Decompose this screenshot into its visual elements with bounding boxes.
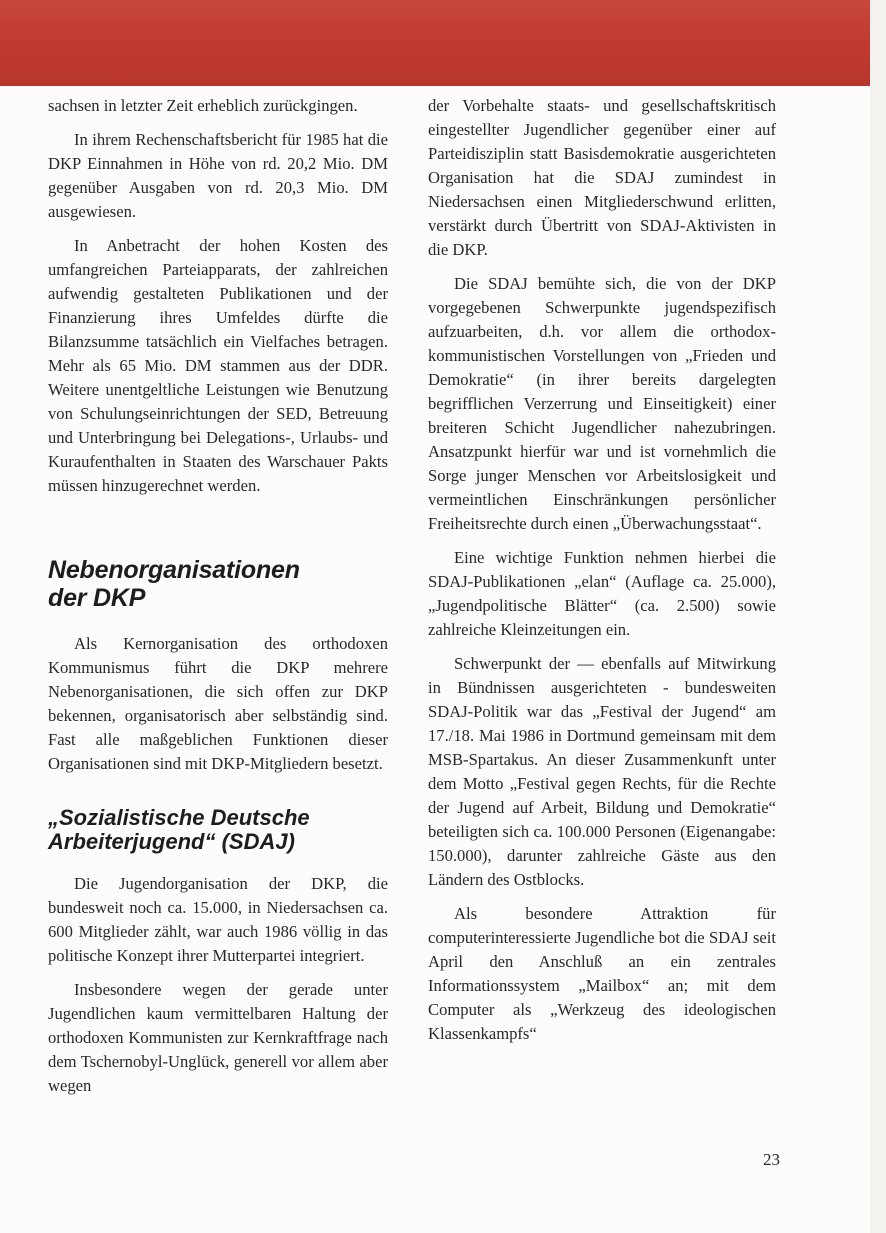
- left-paragraph-1: sachsen in letzter Zeit erheblich zurückgingen.: [48, 96, 358, 115]
- page-edge: [870, 0, 886, 1233]
- section-heading-sdaj: [48, 806, 388, 854]
- spacer: [48, 854, 388, 872]
- left-paragraph-2: In ihrem Rechenschaftsbericht für 1985 hat die DKP Einnahmen in Höhe von rd. 20,2 Mio. DM gegenüber Ausgaben von rd. 20,3 Mio. DM ausgewiesen.: [48, 130, 388, 221]
- right-paragraph-4: Schwerpunkt der — ebenfalls auf Mitwirkung in Bündnissen ausgerichteten - bundesweiten SDAJ-Politik war das „Festival der Jugend“ am 17./18. Mai 1986 in Dortmund gemeinsam mit dem MSB-Spartakus. An dieser Zusammenkunft unter dem Motto „Festival gegen Rechts, für die Rechte der Jugend auf Arbeit, Bildung und Demokratie“ beteiligten sich ca. 100.000 Personen (Eigenangabe: 150.000), darunter zahlreiche Gäste aus den Ländern des Ostblocks.: [428, 654, 776, 889]
- right-column: [428, 94, 776, 1056]
- section-heading-nebenorganisationen: [48, 556, 388, 612]
- right-paragraph-1: der Vorbehalte staats- und gesellschaftskritisch eingestellter Jugendlicher gegenüber einer auf Parteidisziplin statt Basisdemokratie ausgerichteten Organisation hat die SDAJ zumindest in Niedersachsen einen Mitgliederschwund erlitten, verstärkt durch Übertritt von SDAJ-Aktivisten in die DKP.: [428, 96, 776, 259]
- heading-line-2: der DKP: [48, 584, 146, 612]
- right-paragraph-2: Die SDAJ bemühte sich, die von der DKP vorgegebenen Schwerpunkte jugendspezifisch aufzuarbeiten, d.h. vor allem die orthodox-kommunistischen Vorstellungen von „Frieden und Demokratie“ (in ihrer bereits dargelegten begrifflichen Verzerrung und Einseitigkeit) einer breiteren Schicht Jugendlicher nahezubringen. Ansatzpunkt hierfür war und ist vornehmlich die Sorge junger Menschen vor Arbeitslosigkeit und vermeintlichen Einschränkungen persönlicher Freiheitsrechte durch einen „Überwachungsstaat“.: [428, 274, 776, 533]
- right-paragraph-3: Eine wichtige Funktion nehmen hierbei die SDAJ-Publikationen „elan“ (Auflage ca. 25.000), „Jugendpolitische Blätter“ (ca. 2.500) sowie zahlreiche Kleinzeitungen ein.: [428, 548, 776, 639]
- left-paragraph-3: In Anbetracht der hohen Kosten des umfangreichen Parteiapparats, der zahlreichen aufwendig gestalteten Publikationen und der Finanzierung ihres Umfeldes dürfte die Bilanzsumme tatsächlich ein Vielfaches betragen. Mehr als 65 Mio. DM stammen aus der DDR. Weitere unentgeltliche Leistungen wie Benutzung von Schulungseinrichtungen der SED, Betreuung und Unterbringung bei Delegations-, Urlaubs- und Kuraufenthalten in Staaten des Warschauer Pakts müssen hinzugerechnet werden.: [48, 236, 388, 495]
- page-number: 23: [763, 1150, 780, 1169]
- left-paragraph-5: Die Jugendorganisation der DKP, die bundesweit noch ca. 15.000, in Niedersachsen ca. 600 Mitglieder zählt, war auch 1986 völlig in das politische Konzept ihrer Mutterpartei integriert.: [48, 874, 388, 965]
- heading-line-1: „Sozialistische Deutsche: [48, 805, 310, 830]
- spacer: [48, 786, 388, 806]
- heading-line-2: Arbeiterjugend“ (SDAJ): [48, 829, 295, 854]
- spacer: [48, 508, 388, 556]
- header-color-bar: [0, 0, 870, 86]
- right-paragraph-5: Als besondere Attraktion für computerinteressierte Jugendliche bot die SDAJ seit April den Anschluß an ein zentrales Informationssystem „Mailbox“ an; mit dem Computer als „Werkzeug des ideologischen Klassenkampfs“: [428, 904, 776, 1043]
- left-paragraph-6: Insbesondere wegen der gerade unter Jugendlichen kaum vermittelbaren Haltung der orthodoxen Kommunisten zur Kernkraftfrage nach dem Tschernobyl-Unglück, generell vor allem aber wegen: [48, 980, 388, 1095]
- spacer: [48, 612, 388, 632]
- heading-line-1: Nebenorganisationen: [48, 556, 300, 584]
- left-column: [48, 94, 388, 1108]
- left-paragraph-4: Als Kernorganisation des orthodoxen Kommunismus führt die DKP mehrere Nebenorganisationen, die sich offen zur DKP bekennen, organisatorisch aber selbständig sind. Fast alle maßgeblichen Funktionen dieser Organisationen sind mit DKP-Mitgliedern besetzt.: [48, 634, 388, 773]
